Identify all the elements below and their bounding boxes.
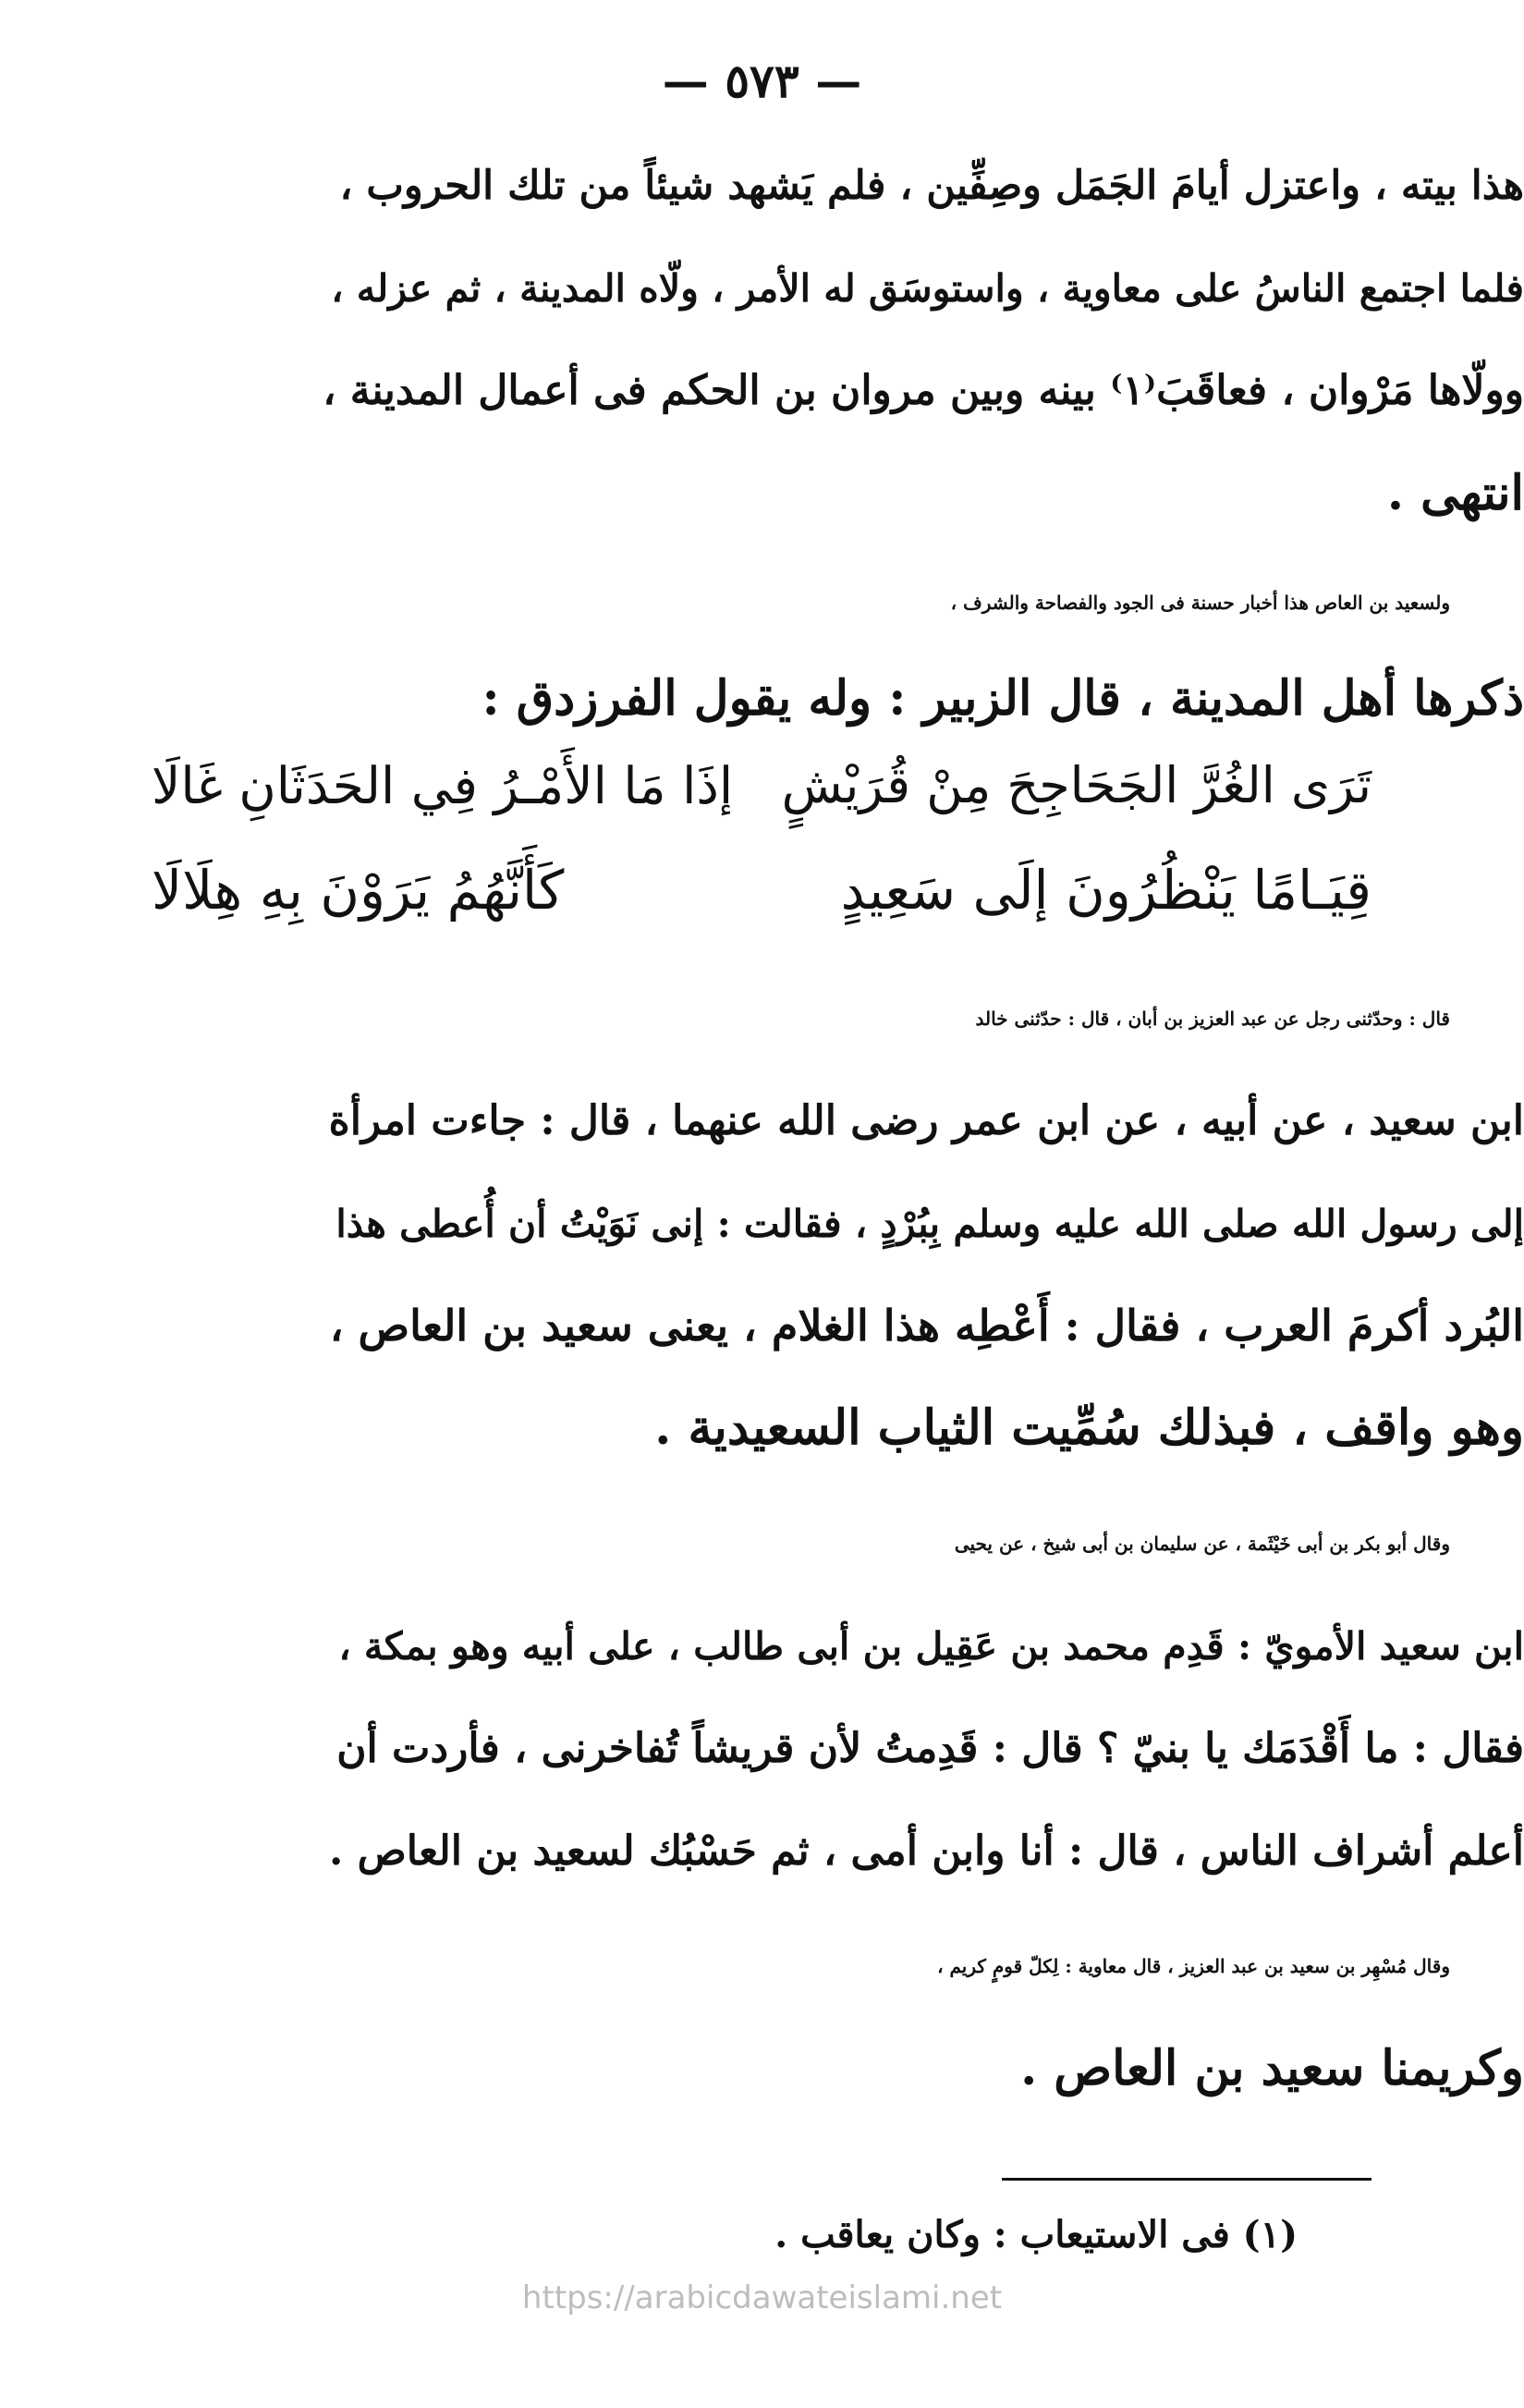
poem-hemistich-first: قِيَـامًا يَنْظُرُونَ إلَى سَعِيدٍ bbox=[840, 859, 1372, 922]
text-line: فلما اجتمع الناسُ على معاوية ، واستوسَق له الأمر ، ولّاه المدينة ، ثم عزله ، bbox=[331, 266, 1524, 311]
watermark: https://arabicdawateislami.net bbox=[521, 2280, 1003, 2316]
text-line: انتهى . bbox=[1386, 465, 1524, 521]
footnote-divider bbox=[1002, 2178, 1372, 2181]
text-line: هذا بيته ، واعتزل أيامَ الجَمَل وصِفِّين ، فلم يَشهد شيئاً من تلك الحروب ، bbox=[339, 163, 1524, 209]
text-line: أعلم أشراف الناس ، قال : أنا وابن أمى ، ثم حَسْبُك لسعيد بن العاص . bbox=[328, 1827, 1524, 1875]
text-line: وكريمنا سعيد بن العاص . bbox=[1020, 2040, 1524, 2096]
text-line: فقال : ما أَقْدَمَك يا بنيّ ؟ قال : قَدِمتُ لأن قريشاً تُفاخرنى ، فأردت أن bbox=[336, 1725, 1524, 1772]
text-line: قال : وحدّثنى رجل عن عبد العزيز بن أبان ، قال : حدّثنى خالد bbox=[975, 1008, 1450, 1030]
footnote: (١) فى الاستيعاب : وكان يعاقب . bbox=[774, 2213, 1298, 2256]
text-line: ولسعيد بن العاص هذا أخبار حسنة فى الجود والفصاحة والشرف ، bbox=[950, 592, 1450, 614]
text-line: البُرد أكرمَ العرب ، فقال : أَعْطِه هذا الغلام ، يعنى سعيد بن العاص ، bbox=[329, 1301, 1524, 1351]
poem-hemistich-second: كَأَنَّهُمُ يَرَوْنَ بِهِ هِلَالَا bbox=[152, 859, 565, 922]
page-number: — ٥٧٣ — bbox=[662, 54, 862, 108]
poem-hemistich-second: إذَا مَا الأَمْـرُ فِي الحَدَثَانِ غَالَا bbox=[152, 756, 734, 815]
text-line: وقال مُسْهِر بن سعيد بن عبد العزيز ، قال معاوية : لِكلّ قومٍ كريم ، bbox=[937, 1955, 1450, 1977]
text-line: ذكرها أهل المدينة ، قال الزبير : وله يقول الفرزدق : bbox=[482, 670, 1524, 727]
text-line: ابن سعيد الأمويّ : قَدِم محمد بن عَقِيل بن أبى طالب ، على أبيه وهو بمكة ، bbox=[338, 1624, 1524, 1668]
text-line: إلى رسول الله صلى الله عليه وسلم بِبُرْدٍ ، فقالت : إنى نَوَيْتُ أن أُعطى هذا bbox=[335, 1202, 1524, 1246]
text-line: ابن سعيد ، عن أبيه ، عن ابن عمر رضى الله عنهما ، قال : جاءت امرأة bbox=[328, 1097, 1524, 1144]
text-line: وهو واقف ، فبذلك سُمِّيت الثياب السعيدية . bbox=[654, 1400, 1524, 1456]
text-line: وولّاها مَرْوان ، فعاقَبَ⁽١⁾ بينه وبين مروان بن الحكم فى أعمال المدينة ، bbox=[323, 367, 1524, 414]
poem-hemistich-first: تَرَى الغُرَّ الجَحَاجِحَ مِنْ قُرَيْشٍ bbox=[781, 756, 1372, 814]
text-line: وقال أبو بكر بن أبى خَيْثَمة ، عن سليمان بن أبى شيخ ، عن يحيى bbox=[954, 1533, 1450, 1555]
